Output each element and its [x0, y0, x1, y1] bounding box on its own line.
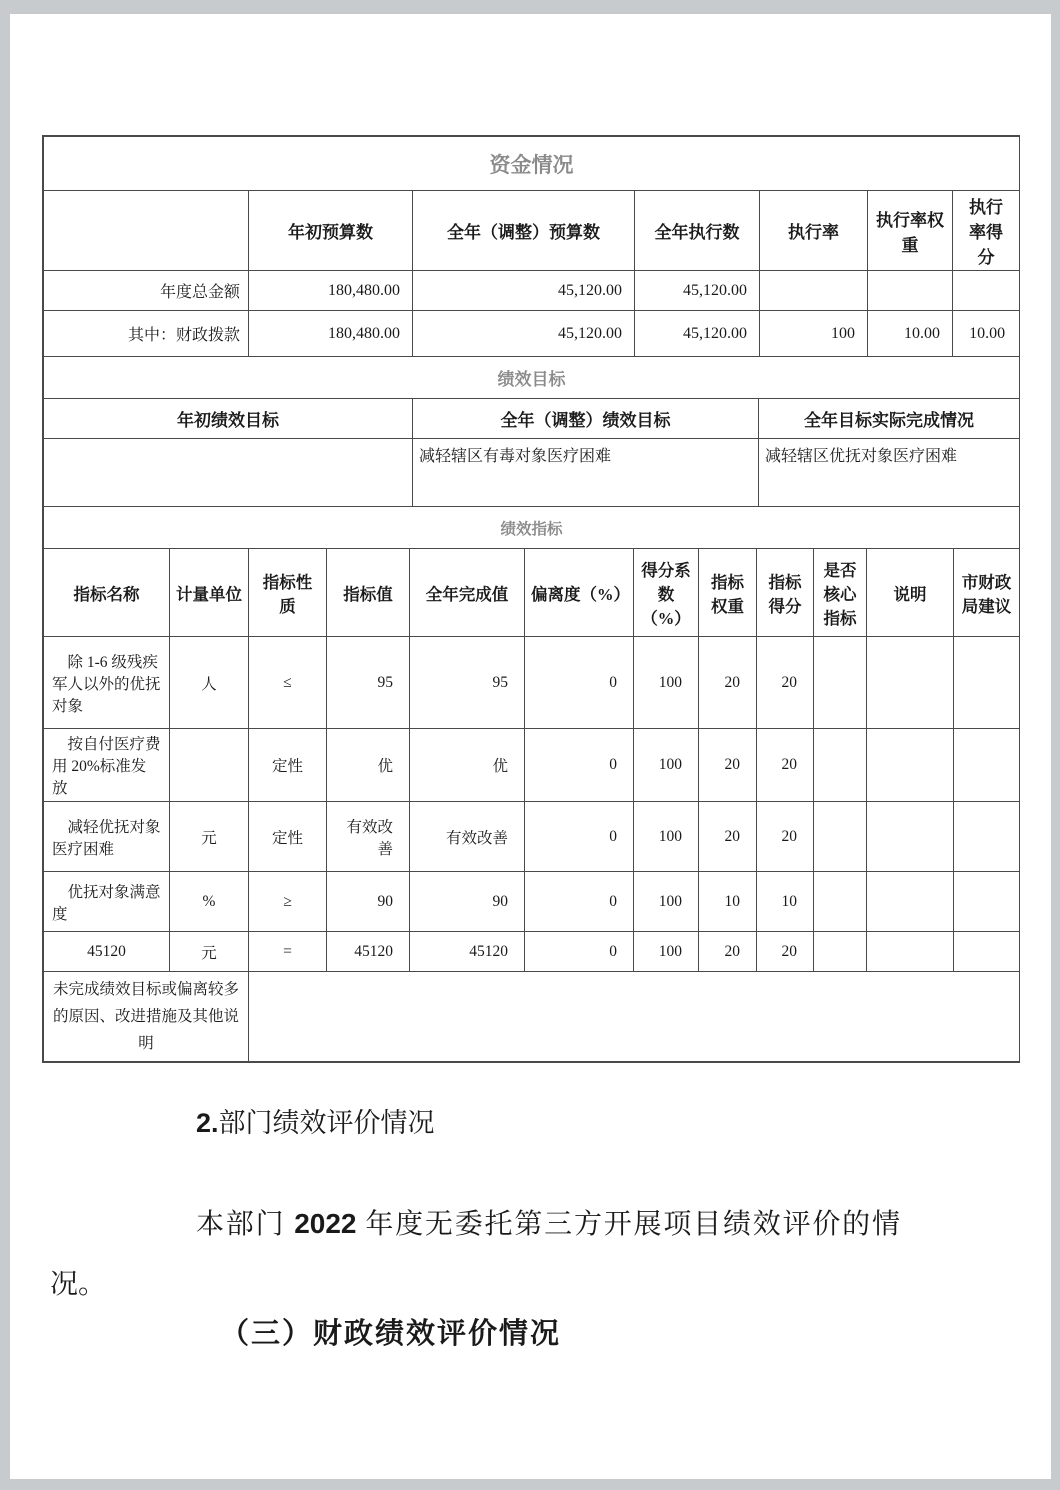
indicator-cell	[170, 729, 249, 802]
goals-header-actual: 全年目标实际完成情况	[759, 399, 1020, 439]
indicator-header-nature: 指标性质	[249, 549, 327, 637]
indicator-cell	[954, 932, 1020, 972]
funding-cell: 45,120.00	[413, 311, 635, 357]
indicator-cell: 95	[327, 637, 410, 729]
indicator-cell: 0	[525, 729, 634, 802]
indicators-section-title: 绩效指标	[44, 507, 1020, 549]
indicator-row	[44, 729, 1020, 802]
indicator-cell	[814, 872, 867, 932]
funding-row-label: 其中：财政拨款	[44, 311, 249, 357]
indicators-footer-row	[44, 972, 1020, 1062]
goals-header-initial: 年初绩效目标	[44, 399, 413, 439]
indicator-cell: 20	[699, 637, 757, 729]
indicator-cell: 95	[410, 637, 525, 729]
funding-cell: 180,480.00	[249, 311, 413, 357]
paragraph	[50, 1194, 900, 1315]
funding-cell	[868, 271, 953, 311]
indicator-cell: 20	[699, 802, 757, 872]
indicator-header-deviation: 偏离度（%）	[525, 549, 634, 637]
indicator-row	[44, 932, 1020, 972]
indicator-cell	[867, 637, 954, 729]
indicator-cell: 20	[757, 729, 814, 802]
indicator-cell: 优抚对象满意度	[44, 872, 170, 932]
funding-cell	[760, 271, 868, 311]
indicator-cell: 100	[634, 637, 699, 729]
indicator-cell: 减轻优抚对象医疗困难	[44, 802, 170, 872]
funding-row-total	[44, 271, 1020, 311]
funding-section-title: 资金情况	[44, 137, 1020, 191]
indicator-cell: %	[170, 872, 249, 932]
funding-cell: 100	[760, 311, 868, 357]
footer-value-cell	[249, 972, 1020, 1062]
indicator-cell	[954, 802, 1020, 872]
footer-label-cell: 未完成绩效目标或偏离较多的原因、改进措施及其他说明	[44, 972, 249, 1062]
heading-2-title: 部门绩效评价情况	[218, 1108, 435, 1138]
indicator-cell: 优	[410, 729, 525, 802]
indicator-header-target: 指标值	[327, 549, 410, 637]
indicator-cell: 0	[525, 802, 634, 872]
indicator-row	[44, 872, 1020, 932]
paragraph-suffix: 年度无委托第三方开展项目绩效评价的情况。	[50, 1209, 900, 1300]
indicator-cell: 20	[757, 932, 814, 972]
indicator-cell: 45120	[410, 932, 525, 972]
goal-actual-cell: 减轻辖区优抚对象医疗困难	[759, 439, 1020, 507]
paragraph-prefix: 本部门	[196, 1209, 295, 1240]
indicator-cell	[814, 729, 867, 802]
funding-header-executed: 全年执行数	[635, 191, 760, 271]
funding-cell: 45,120.00	[413, 271, 635, 311]
document-page	[10, 14, 1051, 1479]
indicator-cell: 除 1-6 级残疾军人以外的优抚对象	[44, 637, 170, 729]
indicator-cell	[814, 637, 867, 729]
goal-adjusted-cell: 减轻辖区有毒对象医疗困难	[413, 439, 759, 507]
indicator-cell	[814, 932, 867, 972]
funding-cell: 45,120.00	[635, 271, 760, 311]
goals-content-row	[44, 439, 1020, 507]
indicator-cell: 20	[699, 932, 757, 972]
indicator-cell: 按自付医疗费用 20%标准发放	[44, 729, 170, 802]
indicator-cell	[867, 802, 954, 872]
goal-initial-cell	[44, 439, 413, 507]
indicators-table	[43, 506, 1020, 1062]
indicators-body	[44, 637, 1020, 972]
indicator-cell: =	[249, 932, 327, 972]
indicator-header-core: 是否核心指标	[814, 549, 867, 637]
indicator-cell: 100	[634, 802, 699, 872]
indicator-cell: 10	[699, 872, 757, 932]
funding-table	[43, 136, 1020, 357]
funding-header-rate-score: 执行率得分	[953, 191, 1020, 271]
performance-report-table	[42, 135, 1020, 1063]
funding-header-execution-rate: 执行率	[760, 191, 868, 271]
indicator-cell: 0	[525, 637, 634, 729]
indicator-cell: 定性	[249, 802, 327, 872]
indicator-header-unit: 计量单位	[170, 549, 249, 637]
indicator-header-completed: 全年完成值	[410, 549, 525, 637]
funding-cell: 45,120.00	[635, 311, 760, 357]
indicator-cell: 优	[327, 729, 410, 802]
indicator-cell: 人	[170, 637, 249, 729]
heading-2-number: 2.	[196, 1108, 219, 1138]
indicator-cell: 有效改善	[410, 802, 525, 872]
funding-header-empty	[44, 191, 249, 271]
indicator-row	[44, 637, 1020, 729]
indicator-cell: 100	[634, 932, 699, 972]
indicator-cell	[954, 729, 1020, 802]
indicator-cell: 定性	[249, 729, 327, 802]
funding-cell	[953, 271, 1020, 311]
indicator-cell	[867, 729, 954, 802]
indicator-cell	[867, 932, 954, 972]
indicator-cell: 有效改善	[327, 802, 410, 872]
indicator-cell: 20	[757, 802, 814, 872]
indicator-cell	[867, 872, 954, 932]
indicator-cell: 元	[170, 802, 249, 872]
indicator-cell	[954, 872, 1020, 932]
indicator-cell: 20	[699, 729, 757, 802]
funding-cell: 10.00	[953, 311, 1020, 357]
funding-header-adjusted-budget: 全年（调整）预算数	[413, 191, 635, 271]
indicator-cell: 20	[757, 637, 814, 729]
indicator-cell: 100	[634, 729, 699, 802]
indicator-cell: ≤	[249, 637, 327, 729]
paragraph-year: 2022	[294, 1208, 357, 1239]
indicator-header-score: 指标得分	[757, 549, 814, 637]
indicator-header-note: 说明	[867, 549, 954, 637]
indicator-cell: 0	[525, 872, 634, 932]
section-heading-3: （三）财政绩效评价情况	[220, 1318, 562, 1350]
goals-table	[43, 356, 1020, 507]
indicator-cell: ≥	[249, 872, 327, 932]
indicator-cell: 100	[634, 872, 699, 932]
indicator-cell: 10	[757, 872, 814, 932]
indicator-cell: 90	[327, 872, 410, 932]
indicator-cell: 0	[525, 932, 634, 972]
indicator-header-score-coef: 得分系数（%）	[634, 549, 699, 637]
indicator-cell: 元	[170, 932, 249, 972]
indicator-cell: 90	[410, 872, 525, 932]
indicator-header-bureau-advice: 市财政局建议	[954, 549, 1020, 637]
indicator-cell: 45120	[327, 932, 410, 972]
indicator-cell	[814, 802, 867, 872]
funding-row-fiscal	[44, 311, 1020, 357]
section-heading-2	[196, 1101, 435, 1140]
indicator-row	[44, 802, 1020, 872]
funding-header-rate-weight: 执行率权重	[868, 191, 953, 271]
indicator-header-name: 指标名称	[44, 549, 170, 637]
funding-row-label: 年度总金额	[44, 271, 249, 311]
indicator-header-weight: 指标权重	[699, 549, 757, 637]
goals-header-adjusted: 全年（调整）绩效目标	[413, 399, 759, 439]
indicator-cell: 45120	[44, 932, 170, 972]
goals-section-title: 绩效目标	[44, 357, 1020, 399]
funding-header-initial-budget: 年初预算数	[249, 191, 413, 271]
funding-cell: 180,480.00	[249, 271, 413, 311]
indicator-cell	[954, 637, 1020, 729]
funding-cell: 10.00	[868, 311, 953, 357]
